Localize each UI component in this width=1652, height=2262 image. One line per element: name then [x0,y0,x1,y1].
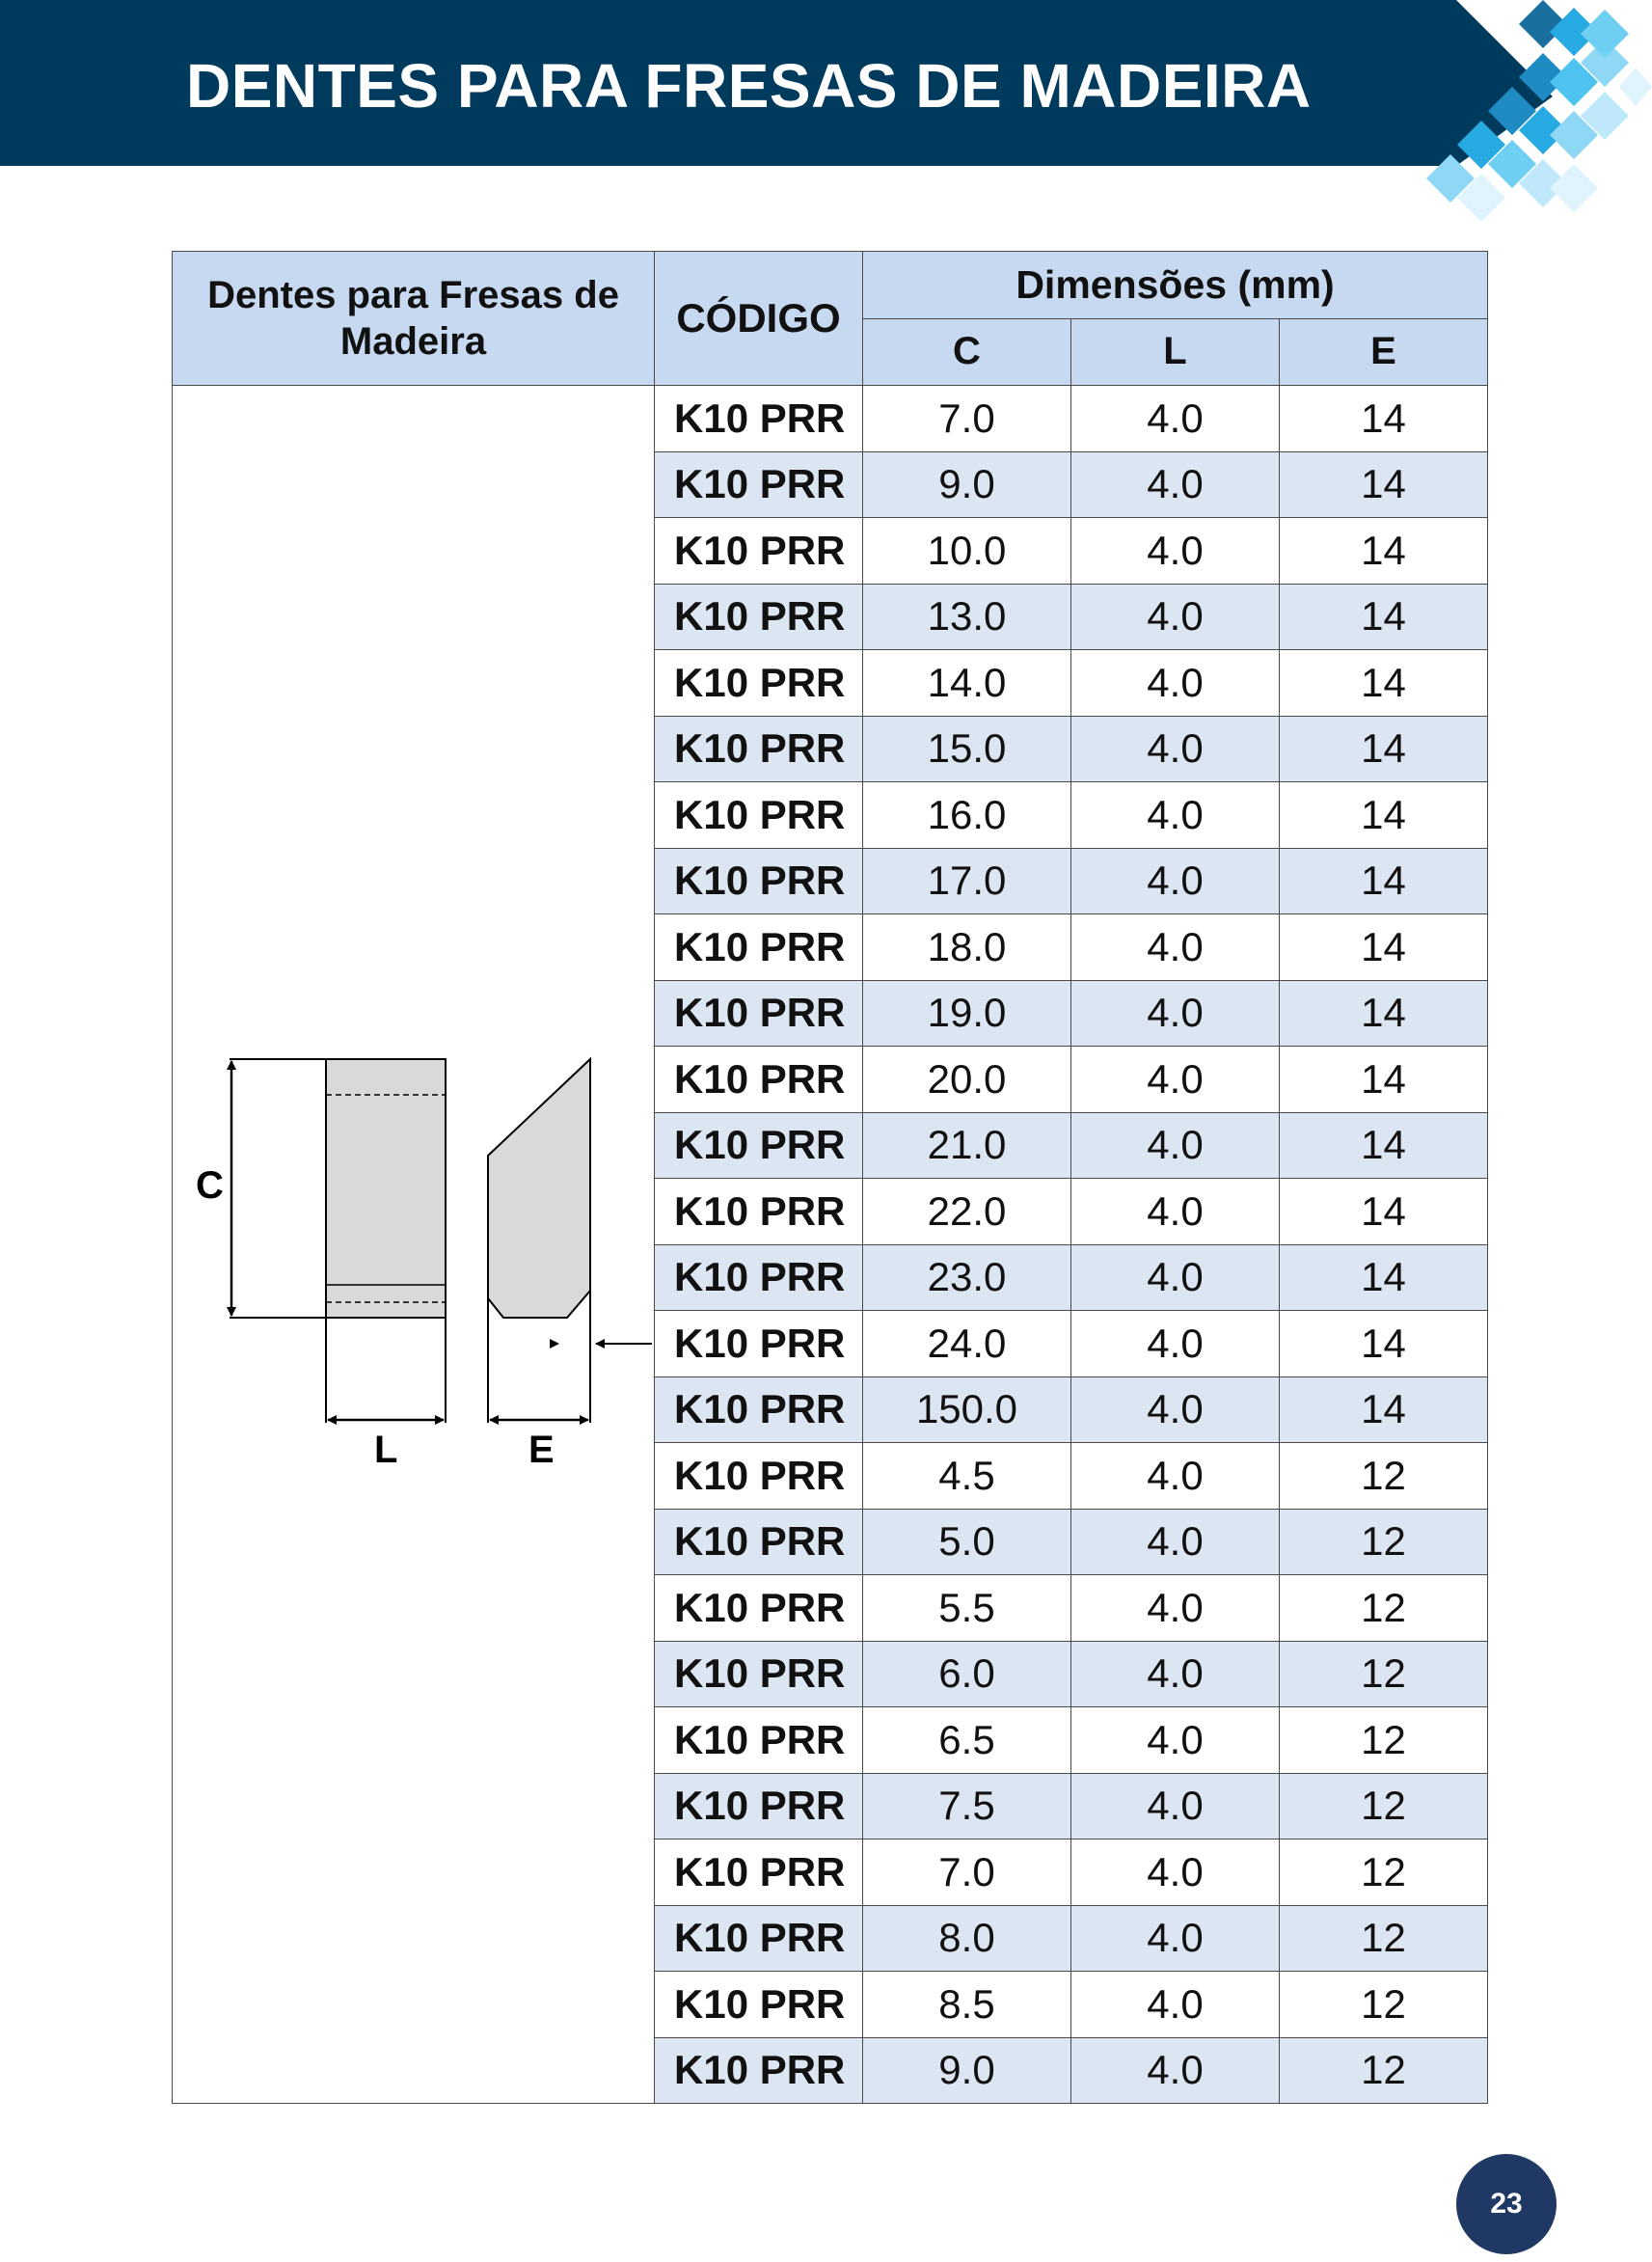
e-value-cell: 14 [1280,1376,1488,1443]
c-value-cell: 7.0 [863,1840,1071,1906]
l-value-cell: 4.0 [1071,914,1280,981]
e-value-cell: 14 [1280,650,1488,717]
e-value-cell: 14 [1280,782,1488,849]
e-value-cell: 14 [1280,980,1488,1047]
c-value-cell: 7.5 [863,1773,1071,1840]
l-value-cell: 4.0 [1071,716,1280,782]
e-value-cell: 14 [1280,1311,1488,1377]
e-value-cell: 14 [1280,386,1488,452]
code-cell: K10 PRR [655,1641,863,1707]
c-value-cell: 8.5 [863,1972,1071,2038]
c-value-cell: 14.0 [863,650,1071,717]
table-row [173,386,1488,452]
e-value-cell: 14 [1280,1112,1488,1179]
l-value-cell: 4.0 [1071,650,1280,717]
e-value-cell: 12 [1280,1905,1488,1972]
l-value-cell: 4.0 [1071,1575,1280,1642]
code-cell: K10 PRR [655,650,863,717]
code-cell: K10 PRR [655,1376,863,1443]
code-cell: K10 PRR [655,1509,863,1575]
code-column-header: CÓDIGO [655,252,863,386]
l-value-cell: 4.0 [1071,386,1280,452]
code-cell: K10 PRR [655,1112,863,1179]
c-value-cell: 6.0 [863,1641,1071,1707]
e-value-cell: 12 [1280,1840,1488,1906]
c-value-cell: 18.0 [863,914,1071,981]
l-value-cell: 4.0 [1071,782,1280,849]
l-value-cell: 4.0 [1071,584,1280,650]
code-cell: K10 PRR [655,1972,863,2038]
l-value-cell: 4.0 [1071,1972,1280,2038]
e-value-cell: 14 [1280,1047,1488,1113]
l-value-cell: 4.0 [1071,1509,1280,1575]
l-value-cell: 4.0 [1071,1773,1280,1840]
e-value-cell: 14 [1280,1244,1488,1311]
code-cell: K10 PRR [655,1840,863,1906]
code-cell: K10 PRR [655,980,863,1047]
column-header-l: L [1071,318,1280,386]
l-value-cell: 4.0 [1071,1047,1280,1113]
code-cell: K10 PRR [655,451,863,518]
e-value-cell: 14 [1280,584,1488,650]
e-value-cell: 12 [1280,1773,1488,1840]
code-cell: K10 PRR [655,518,863,585]
c-value-cell: 20.0 [863,1047,1071,1113]
code-cell: K10 PRR [655,2037,863,2104]
e-value-cell: 12 [1280,2037,1488,2104]
c-value-cell: 150.0 [863,1376,1071,1443]
l-value-cell: 4.0 [1071,2037,1280,2104]
l-value-cell: 4.0 [1071,1905,1280,1972]
l-value-cell: 4.0 [1071,1311,1280,1377]
code-cell: K10 PRR [655,716,863,782]
l-value-cell: 4.0 [1071,451,1280,518]
dimensions-group-header: Dimensões (mm) [863,252,1488,319]
c-value-cell: 19.0 [863,980,1071,1047]
l-value-cell: 4.0 [1071,1376,1280,1443]
l-value-cell: 4.0 [1071,1112,1280,1179]
c-value-cell: 13.0 [863,584,1071,650]
e-value-cell: 12 [1280,1972,1488,2038]
code-cell: K10 PRR [655,1179,863,1245]
page-title: DENTES PARA FRESAS DE MADEIRA [186,51,1312,121]
code-cell: K10 PRR [655,914,863,981]
l-value-cell: 4.0 [1071,848,1280,914]
l-value-cell: 4.0 [1071,980,1280,1047]
code-cell: K10 PRR [655,1773,863,1840]
l-value-cell: 4.0 [1071,1244,1280,1311]
c-value-cell: 15.0 [863,716,1071,782]
e-value-cell: 14 [1280,518,1488,585]
c-value-cell: 10.0 [863,518,1071,585]
product-column-header: Dentes para Fresas de Madeira [173,252,655,386]
c-value-cell: 6.5 [863,1707,1071,1774]
l-value-cell: 4.0 [1071,1840,1280,1906]
l-value-cell: 4.0 [1071,1707,1280,1774]
e-value-cell: 14 [1280,716,1488,782]
l-value-cell: 4.0 [1071,1443,1280,1510]
header-band [0,0,1652,166]
e-value-cell: 12 [1280,1509,1488,1575]
code-cell: K10 PRR [655,782,863,849]
e-value-cell: 14 [1280,1179,1488,1245]
c-value-cell: 16.0 [863,782,1071,849]
code-cell: K10 PRR [655,1707,863,1774]
c-value-cell: 5.5 [863,1575,1071,1642]
code-cell: K10 PRR [655,1575,863,1642]
c-value-cell: 9.0 [863,2037,1071,2104]
c-value-cell: 23.0 [863,1244,1071,1311]
code-cell: K10 PRR [655,386,863,452]
side-view [488,1059,652,1423]
c-value-cell: 7.0 [863,386,1071,452]
page-number-badge: 23 [1456,2154,1557,2254]
l-value-cell: 4.0 [1071,1179,1280,1245]
e-value-cell: 12 [1280,1575,1488,1642]
c-value-cell: 9.0 [863,451,1071,518]
tooth-dimension-diagram [172,1032,654,1485]
dimension-label-e: E [528,1429,555,1471]
c-value-cell: 21.0 [863,1112,1071,1179]
code-cell: K10 PRR [655,1047,863,1113]
e-value-cell: 14 [1280,451,1488,518]
code-cell: K10 PRR [655,584,863,650]
dimension-label-l: L [374,1429,398,1471]
column-header-c: C [863,318,1071,386]
c-value-cell: 24.0 [863,1311,1071,1377]
e-value-cell: 12 [1280,1641,1488,1707]
c-value-cell: 17.0 [863,848,1071,914]
code-cell: K10 PRR [655,1905,863,1972]
e-value-cell: 12 [1280,1443,1488,1510]
c-value-cell: 5.0 [863,1509,1071,1575]
l-value-cell: 4.0 [1071,1641,1280,1707]
front-view [230,1059,446,1423]
code-cell: K10 PRR [655,848,863,914]
e-value-cell: 14 [1280,914,1488,981]
column-header-e: E [1280,318,1488,386]
c-value-cell: 8.0 [863,1905,1071,1972]
code-cell: K10 PRR [655,1244,863,1311]
e-value-cell: 12 [1280,1707,1488,1774]
c-value-cell: 22.0 [863,1179,1071,1245]
code-cell: K10 PRR [655,1311,863,1377]
dimension-label-c: C [196,1164,224,1207]
e-value-cell: 14 [1280,848,1488,914]
c-value-cell: 4.5 [863,1443,1071,1510]
diamond-pattern-decoration [1360,0,1652,232]
l-value-cell: 4.0 [1071,518,1280,585]
code-cell: K10 PRR [655,1443,863,1510]
